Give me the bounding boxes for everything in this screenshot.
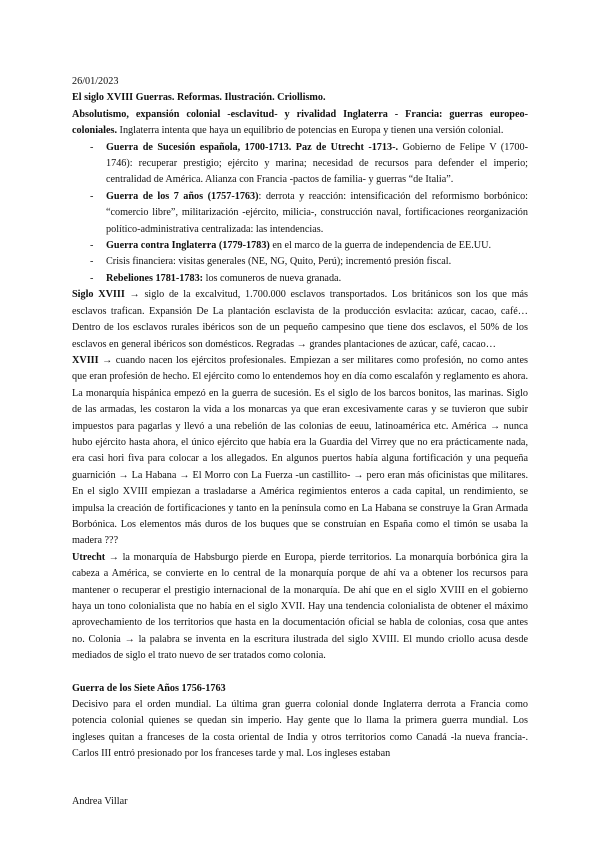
list-item bbox=[90, 238, 528, 254]
list-dash: - bbox=[90, 240, 94, 252]
paragraph-text: → siglo de la excalvitud, 1.700.000 esclavos transportados. Los británicos son los que más esclavos trafican. Expansión De La plantación esclavista de la producción esvlacita: azúcar, cacao, café… Dentro de los esclavos rurales ibéricos son de un pequeño campesino que tiene dos esclavos, el 50% de los esclavos en general ibéricos son domésticos. Regradas → grandes plantaciones de azúcar, café, cacao… bbox=[72, 289, 529, 350]
paragraph-heading: Utrecht bbox=[72, 551, 106, 563]
list-item-text: Gobierno de Felipe V (1700-1746): recuperar prestigio; ejército y marina; necesidad de recursos para defender el imperio; centralidad de América. Alianza con Francia -pactos de familia- y guerras “de Italia”. bbox=[106, 141, 528, 186]
list-item bbox=[90, 254, 528, 270]
intro-paragraph bbox=[72, 107, 528, 140]
intro-text: Inglaterra intenta que haya un equilibrio de potencias en Europa y tienen una versión colonial. bbox=[117, 125, 504, 137]
list-item-heading: Guerra de los 7 años (1757-1763) bbox=[106, 190, 259, 202]
section-paragraph: Decisivo para el orden mundial. La última gran guerra colonial donde Inglaterra derrota a Francia como potencia colonial quienes se quedan sin imperio. Hay gente que lo llama la primera guerra mundial. Los ingleses quitan a franceses de la costa oriental de India y otros territorios como Canadá -la nueva francia-. Carlos III entró presionado por los franceses tarde y mal. Los ingleses estaban bbox=[72, 699, 528, 760]
list-item-text: Crisis financiera: visitas generales (NE, NG, Quito, Perú); incrementó presión fiscal. bbox=[106, 256, 452, 268]
list-item-heading: Guerra contra Inglaterra (1779-1783) bbox=[106, 240, 270, 252]
paragraph-heading: Siglo XVIII bbox=[72, 289, 125, 301]
page-footer-author: Andrea Villar bbox=[72, 796, 128, 807]
paragraph-utrecht bbox=[72, 550, 528, 665]
list-item bbox=[90, 140, 528, 189]
list-item bbox=[90, 271, 528, 287]
war-list bbox=[72, 140, 528, 288]
section-title: Guerra de los Siete Años 1756-1763 bbox=[72, 682, 226, 694]
intro-heading: Absolutismo, expansión colonial -esclavitud- y rivalidad Inglaterra - Francia: guerras europeo-coloniales. bbox=[72, 108, 528, 137]
list-dash: - bbox=[90, 190, 94, 202]
paragraph-siglo-xviii bbox=[72, 287, 528, 353]
list-item-text: en el marco de la guerra de independencia de EE.UU. bbox=[269, 240, 492, 252]
spacer bbox=[72, 665, 528, 681]
list-item-text: los comuneros de nueva granada. bbox=[203, 272, 342, 284]
document-title: El siglo XVIII Guerras. Reformas. Ilustración. Criollismo. bbox=[72, 92, 326, 104]
list-item-heading: Guerra de Sucesión española, 1700-1713. Paz de Utrecht -1713-. bbox=[106, 141, 399, 153]
paragraph-text: → cuando nacen los ejércitos profesionales. Empiezan a ser militares como profesión, no como antes que eran profesión de hecho. El ejército como lo entendemos hoy en día como escalafón y reglamento es ahora. La monarquía hispánica empezó en la guerra de sucesión. Es el siglo de los barcos bonitos, las marinas. Siglo de las armadas, les costaron la vida a los monarcas ya que eran excesivamente caras y se tuvieron que subir impuestos para pagarlas y llevó a una rebelión de las colonias de eeuu, latinoamérica etc. América → nunca hubo ejército hasta ahora, el único ejército que había era la Guardia del Virrey que no era prácticamente nada, era casi hori fiva para colocar a los allegados. En algunos puertos había alguna fortificación y una pequeña guarnición → La Habana → El Morro con La Fuerza -un castillito- → pero eran más oficinistas que militares. En el siglo XVIII empiezan a trasladarse a América regimientos enteros a cada capital, un rendimiento, se impulsa la creación de fortificaciones y tanto en la península como en La Habana se construye la Gran Armada Borbónica. Los elementos más duros de los buques que se construían en España como el timón se usaba la madera ??? bbox=[72, 354, 528, 547]
list-item-text: : derrota y reacción: intensificación del reformismo borbónico: “comercio libre”, militarización -ejército, milicia-, construcción naval, fortificaciones reorganización político-administrativa centralizada: las intendencias. bbox=[106, 190, 528, 235]
paragraph-text: → la monarquía de Habsburgo pierde en Europa, pierde territorios. La monarquía borbónica gira la cabeza a América, se convierte en lo central de la monarquía porque de ahí va a obtener los recursos para mantener o recuperar el prestigio internacional de la monarquía. De ahí que en el siglo XVIII en el gobierno haya un tono colonialista que no había en el siglo XVII. Hay una tendencia colonialista de obtener el máximo aprovechamiento de los territorios que hasta en la documentación oficial se habla de colonias, cosa que antes no. Colonia → la palabra se inventa en la escritura ilustrada del siglo XVIII. El mundo criollo acusa desde mediados de siglo el trato nuevo de ser tratados como colonia. bbox=[72, 551, 528, 662]
list-dash: - bbox=[90, 141, 94, 153]
list-dash: - bbox=[90, 256, 94, 268]
paragraph-heading: XVIII bbox=[72, 354, 99, 366]
paragraph-xviii bbox=[72, 353, 528, 550]
document-body bbox=[72, 74, 528, 763]
list-dash: - bbox=[90, 272, 94, 284]
document-date: 26/01/2023 bbox=[72, 76, 119, 87]
list-item bbox=[90, 189, 528, 238]
list-item-heading: Rebeliones 1781-1783: bbox=[106, 272, 204, 284]
